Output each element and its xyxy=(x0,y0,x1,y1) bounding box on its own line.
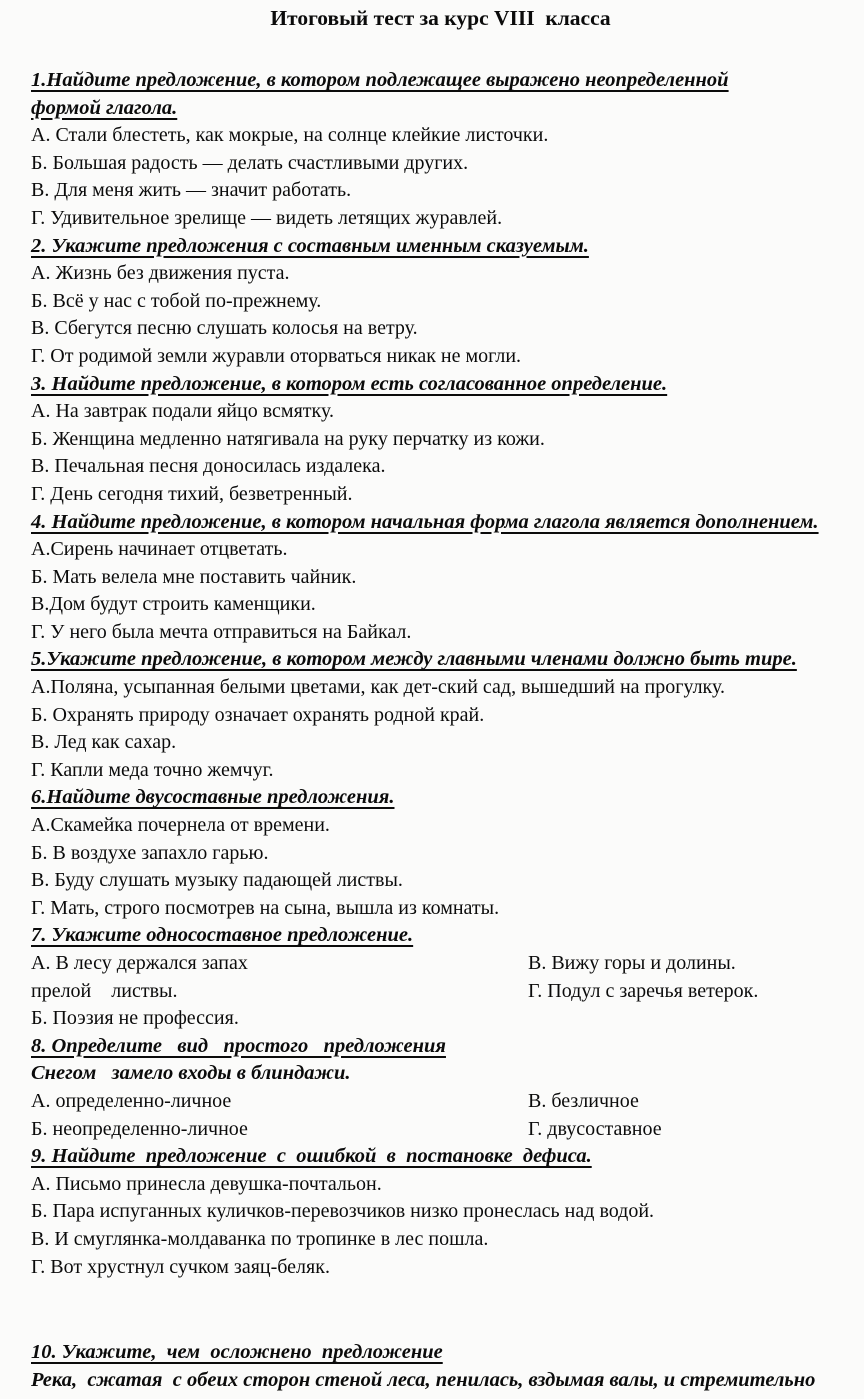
option-line: Б. Поэзия не профессия. xyxy=(31,1007,239,1030)
option-line: А. Стали блестеть, как мокрые, на солнце клейкие листочки. xyxy=(31,124,549,147)
question-heading-line: 5.Укажите предложение, в котором между главными членами должно быть тире. xyxy=(31,648,797,671)
option-line: В. Буду слушать музыку падающей листвы. xyxy=(31,869,403,892)
question-block-9 xyxy=(31,1143,850,1281)
question-heading xyxy=(31,922,850,950)
option-line: Б. Большая радость — делать счастливыми других. xyxy=(31,151,469,174)
option-line: В. Сбегутся песню слушать колосья на ветру. xyxy=(31,317,418,340)
question-heading xyxy=(31,646,850,674)
option-line: А. определенно-личное xyxy=(31,1089,232,1112)
question-heading-line: 10. Укажите, чем осложнено предложение xyxy=(31,1341,443,1364)
question-heading-line: 8. Определите вид простого предложения xyxy=(31,1034,446,1057)
question-heading-line: 9. Найдите предложение с ошибкой в постановке дефиса. xyxy=(31,1145,592,1168)
question-block-2 xyxy=(31,233,850,371)
question-block-10 xyxy=(31,1339,850,1394)
option-line: Г. Капли меда точно жемчуг. xyxy=(31,758,274,781)
question-block-1 xyxy=(31,67,850,233)
question-heading-line: 2. Укажите предложения с составным именным сказуемым. xyxy=(31,234,589,257)
question-block-4 xyxy=(31,509,850,647)
option-line: Г. Удивительное зрелище — видеть летящих журавлей. xyxy=(31,206,503,229)
question-heading-line: 1.Найдите предложение, в котором подлежащее выражено неопределенной xyxy=(31,69,729,91)
question-heading xyxy=(31,1143,850,1171)
option-line: А. Жизнь без движения пуста. xyxy=(31,262,290,285)
question-heading xyxy=(31,1339,850,1367)
question-block-5 xyxy=(31,646,850,784)
option-line: Г. От родимой земли журавли оторваться никак не могли. xyxy=(31,344,522,367)
question-heading xyxy=(31,67,850,122)
option-line: Г. Подул с заречья ветерок. xyxy=(528,979,759,1002)
option-line: Б. Всё у нас с тобой по-прежнему. xyxy=(31,289,322,312)
option-line: А.Сирень начинает отцветать. xyxy=(31,538,288,561)
option-line: Б. неопределенно-личное xyxy=(31,1117,248,1140)
option-line: Б. Женщина медленно натягивала на руку перчатку из кожи. xyxy=(31,427,545,450)
question-heading xyxy=(31,233,850,261)
options-two-columns xyxy=(31,950,850,1033)
option-line: Г. Вот хрустнул сучком заяц-беляк. xyxy=(31,1255,330,1278)
question-heading xyxy=(31,784,850,812)
option-line: А. На завтрак подали яйцо всмятку. xyxy=(31,400,334,423)
option-line: Б. Охранять природу означает охранять родной край. xyxy=(31,703,485,726)
question-heading-line: формой глагола. xyxy=(31,96,178,119)
question-heading-line: 4. Найдите предложение, в котором начальная форма глагола является дополнением. xyxy=(31,510,819,533)
option-line: В. Лед как сахар. xyxy=(31,731,177,754)
option-line: Г. У него была мечта отправиться на Байкал. xyxy=(31,620,412,643)
option-line: Б. В воздухе запахло гарью. xyxy=(31,841,269,864)
options-left-column xyxy=(31,1088,528,1143)
option-line: В. безличное xyxy=(528,1089,639,1112)
question-block-7 xyxy=(31,922,850,1032)
option-line: В.Дом будут строить каменщики. xyxy=(31,593,316,616)
options-right-column xyxy=(528,1088,850,1143)
option-line: Г. Мать, строго посмотрев на сына, вышла из комнаты. xyxy=(31,896,500,919)
option-line: В. Печальная песня доносилась издалека. xyxy=(31,455,386,478)
question-sentence: Снегом замело входы в блиндажи. xyxy=(31,1062,351,1085)
option-line-continuation: прелой листвы. xyxy=(31,979,178,1002)
question-block-8 xyxy=(31,1033,850,1143)
question-heading xyxy=(31,509,850,537)
page-title: Итоговый тест за курс VIII класса xyxy=(270,6,611,30)
question-heading-line: 3. Найдите предложение, в котором есть согласованное определение. xyxy=(31,372,668,395)
option-line: А. В лесу держался запах xyxy=(31,952,248,974)
option-line: В. Для меня жить — значит работать. xyxy=(31,179,352,202)
question-heading xyxy=(31,371,850,399)
question-block-3 xyxy=(31,371,850,509)
options-left-column xyxy=(31,950,528,1033)
option-line: А.Скамейка почернела от времени. xyxy=(31,814,330,837)
option-line: В. Вижу горы и долины. xyxy=(528,952,736,974)
question-heading-line: 6.Найдите двусоставные предложения. xyxy=(31,786,395,809)
question-sentence: Река, сжатая с обеих сторон стеной леса, пенилась, вздымая валы, и стремительно xyxy=(31,1368,816,1391)
option-line: Г. День сегодня тихий, безветренный. xyxy=(31,482,353,505)
option-line: Б. Мать велела мне поставить чайник. xyxy=(31,565,357,588)
options-right-column xyxy=(528,950,850,1033)
option-line: А. Письмо принесла девушка-почтальон. xyxy=(31,1172,382,1195)
option-line: Б. Пара испуганных куличков-перевозчиков низко пронеслась над водой. xyxy=(31,1200,655,1223)
option-line: В. И смуглянка-молдаванка по тропинке в лес пошла. xyxy=(31,1227,489,1250)
question-heading xyxy=(31,1033,850,1061)
question-block-6 xyxy=(31,784,850,922)
question-heading-line: 7. Укажите односоставное предложение. xyxy=(31,924,414,947)
options-two-columns xyxy=(31,1088,850,1143)
option-line: А.Поляна, усыпанная белыми цветами, как дет-ский сад, вышедший на прогулку. xyxy=(31,676,725,699)
option-line: Г. двусоставное xyxy=(528,1117,662,1140)
